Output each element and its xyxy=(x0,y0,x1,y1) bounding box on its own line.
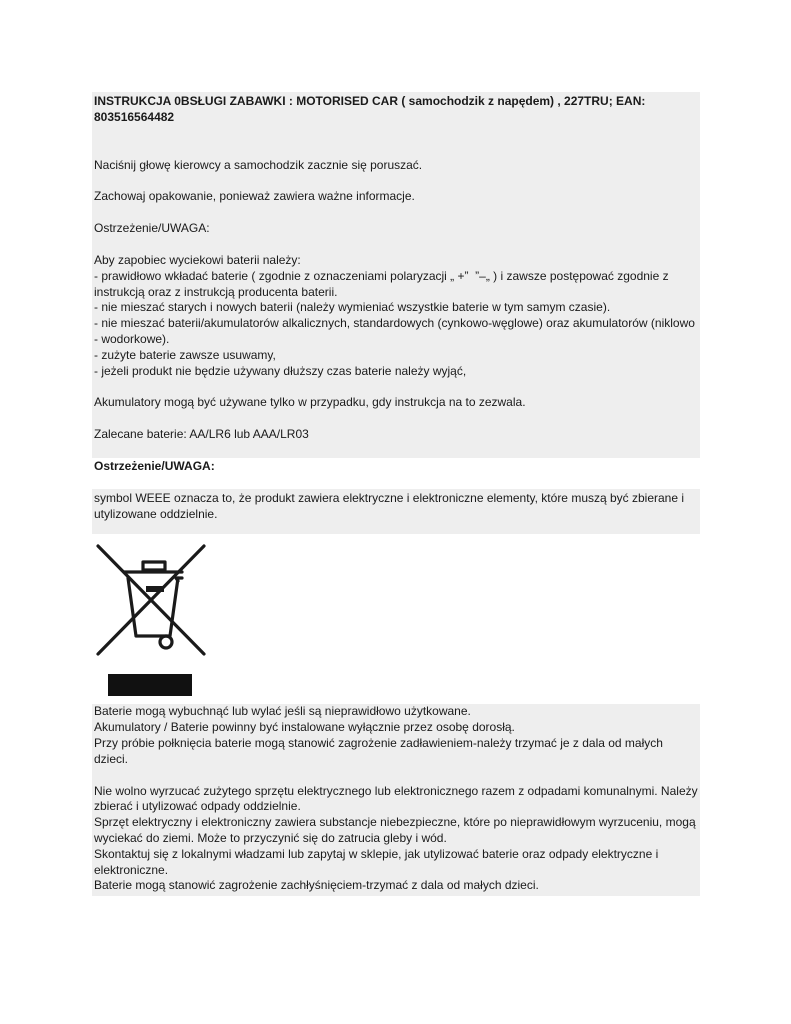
disposal-line: wyciekać do ziemi. Może to przyczynić się do zatrucia gleby i wód. xyxy=(94,830,447,845)
leak-line: - wodorkowe). xyxy=(94,331,170,346)
disposal-line: zbierać i utylizować odpady oddzielnie. xyxy=(94,799,301,814)
disposal-line: Sprzęt elektryczny i elektroniczny zawiera substancje niebezpieczne, które po nieprawidłowym wyrzuceniu, mogą xyxy=(94,815,696,830)
document-title: INSTRUKCJA 0BSŁUGI ZABAWKI : MOTORISED CAR ( samochodzik z napędem) , 227TRU; EAN: 803516564482 xyxy=(94,94,646,124)
disposal-line: elektroniczne. xyxy=(94,862,169,877)
leak-line: - prawidłowo wkładać baterie ( zgodnie z oznaczeniami polaryzacji „ +” ”–„ ) i zawsze postępować zgodnie z xyxy=(94,268,669,283)
warning-heading-row xyxy=(92,458,700,489)
battery-safety-block xyxy=(92,704,700,896)
leak-line: - jeżeli produkt nie będzie używany dłuższy czas baterie należy wyjąć, xyxy=(94,363,467,378)
battery-line: Baterie mogą wybuchnąć lub wylać jeśli są nieprawidłowo użytkowane. xyxy=(94,704,471,719)
paragraph-start-instruction: Naciśnij głowę kierowcy a samochodzik zacznie się poruszać. xyxy=(94,157,423,172)
battery-line: Przy próbie połknięcia baterie mogą stanowić zagrożenie zadławieniem-należy trzymać je z dala od małych dzieci. xyxy=(94,735,667,766)
weee-line: utylizowane oddzielnie. xyxy=(94,506,218,521)
disposal-line: Baterie mogą stanowić zagrożenie zachłyśnięciem-trzymać z dala od małych dzieci. xyxy=(94,878,539,893)
battery-line: Akumulatory / Baterie powinny być instalowane wyłącznie przez osobę dorosłą. xyxy=(94,720,515,735)
crossed-out-wheelie-bin-icon xyxy=(92,536,212,702)
weee-symbol-area xyxy=(92,534,700,704)
instructions-block xyxy=(92,92,700,458)
leak-intro: Aby zapobiec wyciekowi baterii należy: xyxy=(94,252,301,267)
disposal-line: Nie wolno wyrzucać zużytego sprzętu elektrycznego lub elektronicznego razem z odpadami komunalnymi. Należy xyxy=(94,783,698,798)
weee-line: symbol WEEE oznacza to, że produkt zawiera elektryczne i elektroniczne elementy, które muszą być zbierane i xyxy=(94,490,685,505)
warning-heading-bold: Ostrzeżenie/UWAGA: xyxy=(94,458,215,473)
disposal-line: Skontaktuj się z lokalnymi władzami lub zapytaj w sklepie, jak utylizować baterie oraz odpady elektryczne i xyxy=(94,846,659,861)
leak-line: - nie mieszać baterii/akumulatorów alkalicznych, standardowych (cynkowo-węglowe) oraz akumulatorów (niklowo xyxy=(94,316,695,331)
warning-heading: Ostrzeżenie/UWAGA: xyxy=(94,221,210,236)
leak-line: instrukcją oraz z instrukcją producenta baterii. xyxy=(94,284,338,299)
document-page xyxy=(92,92,700,896)
weee-block xyxy=(92,489,700,535)
paragraph-rechargeable: Akumulatory mogą być używane tylko w przypadku, gdy instrukcja na to zezwala. xyxy=(94,395,526,410)
paragraph-recommended-batteries: Zalecane baterie: AA/LR6 lub AAA/LR03 xyxy=(94,427,309,442)
leak-line: - nie mieszać starych i nowych baterii (należy wymieniać wszystkie baterie w tym samym czasie). xyxy=(94,300,611,315)
paragraph-keep-packaging: Zachowaj opakowanie, ponieważ zawiera ważne informacje. xyxy=(94,189,415,204)
leak-line: - zużyte baterie zawsze usuwamy, xyxy=(94,347,276,362)
